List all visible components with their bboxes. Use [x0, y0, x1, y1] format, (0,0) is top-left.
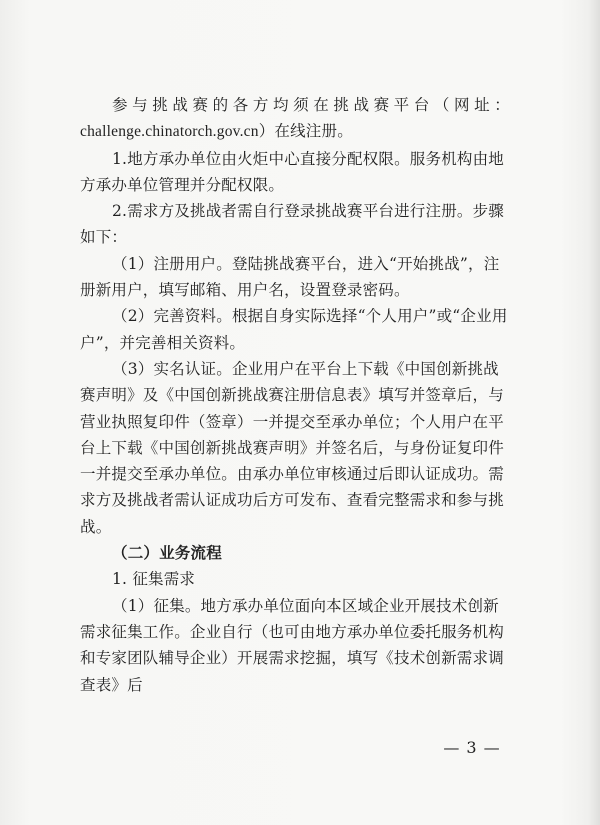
step-3-paragraph: （3）实名认证。企业用户在平台上下载《中国创新挑战赛声明》及《中国创新挑战赛注册信息表》填写并签章后，与营业执照复印件（签章）一并提交至承办单位；个人用户在平台上下载《中国创新挑战赛声明》并签名后，与身份证复印件一并提交至承办单位。由承办单位审核通过后即认证成功。需求方及挑战者需认证成功后方可发布、查看完整需求和参与挑战。: [80, 359, 504, 536]
page-edge-shadow: [588, 0, 600, 825]
registration-intro-text: 参与挑战赛的各方均须在挑战赛平台（网址：: [112, 96, 510, 114]
step-2-paragraph: （2）完善资料。根据自身实际选择“个人用户”或“企业用户”，并完善相关资料。: [80, 307, 508, 352]
document-body: [80, 92, 510, 698]
section-heading: （二）业务流程: [112, 544, 222, 563]
registration-intro-end: ）在线注册。: [258, 122, 353, 141]
sub-heading: 1. 征集需求: [112, 570, 196, 589]
collect-paragraph: （1）征集。地方承办单位面向本区域企业开展技术创新需求征集工作。企业自行（也可由地方承办单位委托服务机构和专家团队辅导企业）开展需求挖掘，填写《技术创新需求调查表》后: [80, 596, 504, 694]
registration-intro-line: [80, 92, 510, 118]
item-2-paragraph: 2.需求方及挑战者需自行登录挑战赛平台进行注册。步骤如下：: [80, 202, 504, 247]
platform-url: challenge.chinatorch.gov.cn: [80, 123, 259, 141]
page-number: — 3 —: [443, 738, 501, 757]
registration-intro-url-line: [80, 118, 510, 145]
item-1-paragraph: 1.地方承办单位由火炬中心直接分配权限。服务机构由地方承办单位管理并分配权限。: [80, 149, 504, 194]
step-1-paragraph: （1）注册用户。登陆挑战赛平台，进入“开始挑战”，注册新用户，填写邮箱、用户名，设置登录密码。: [80, 254, 500, 300]
